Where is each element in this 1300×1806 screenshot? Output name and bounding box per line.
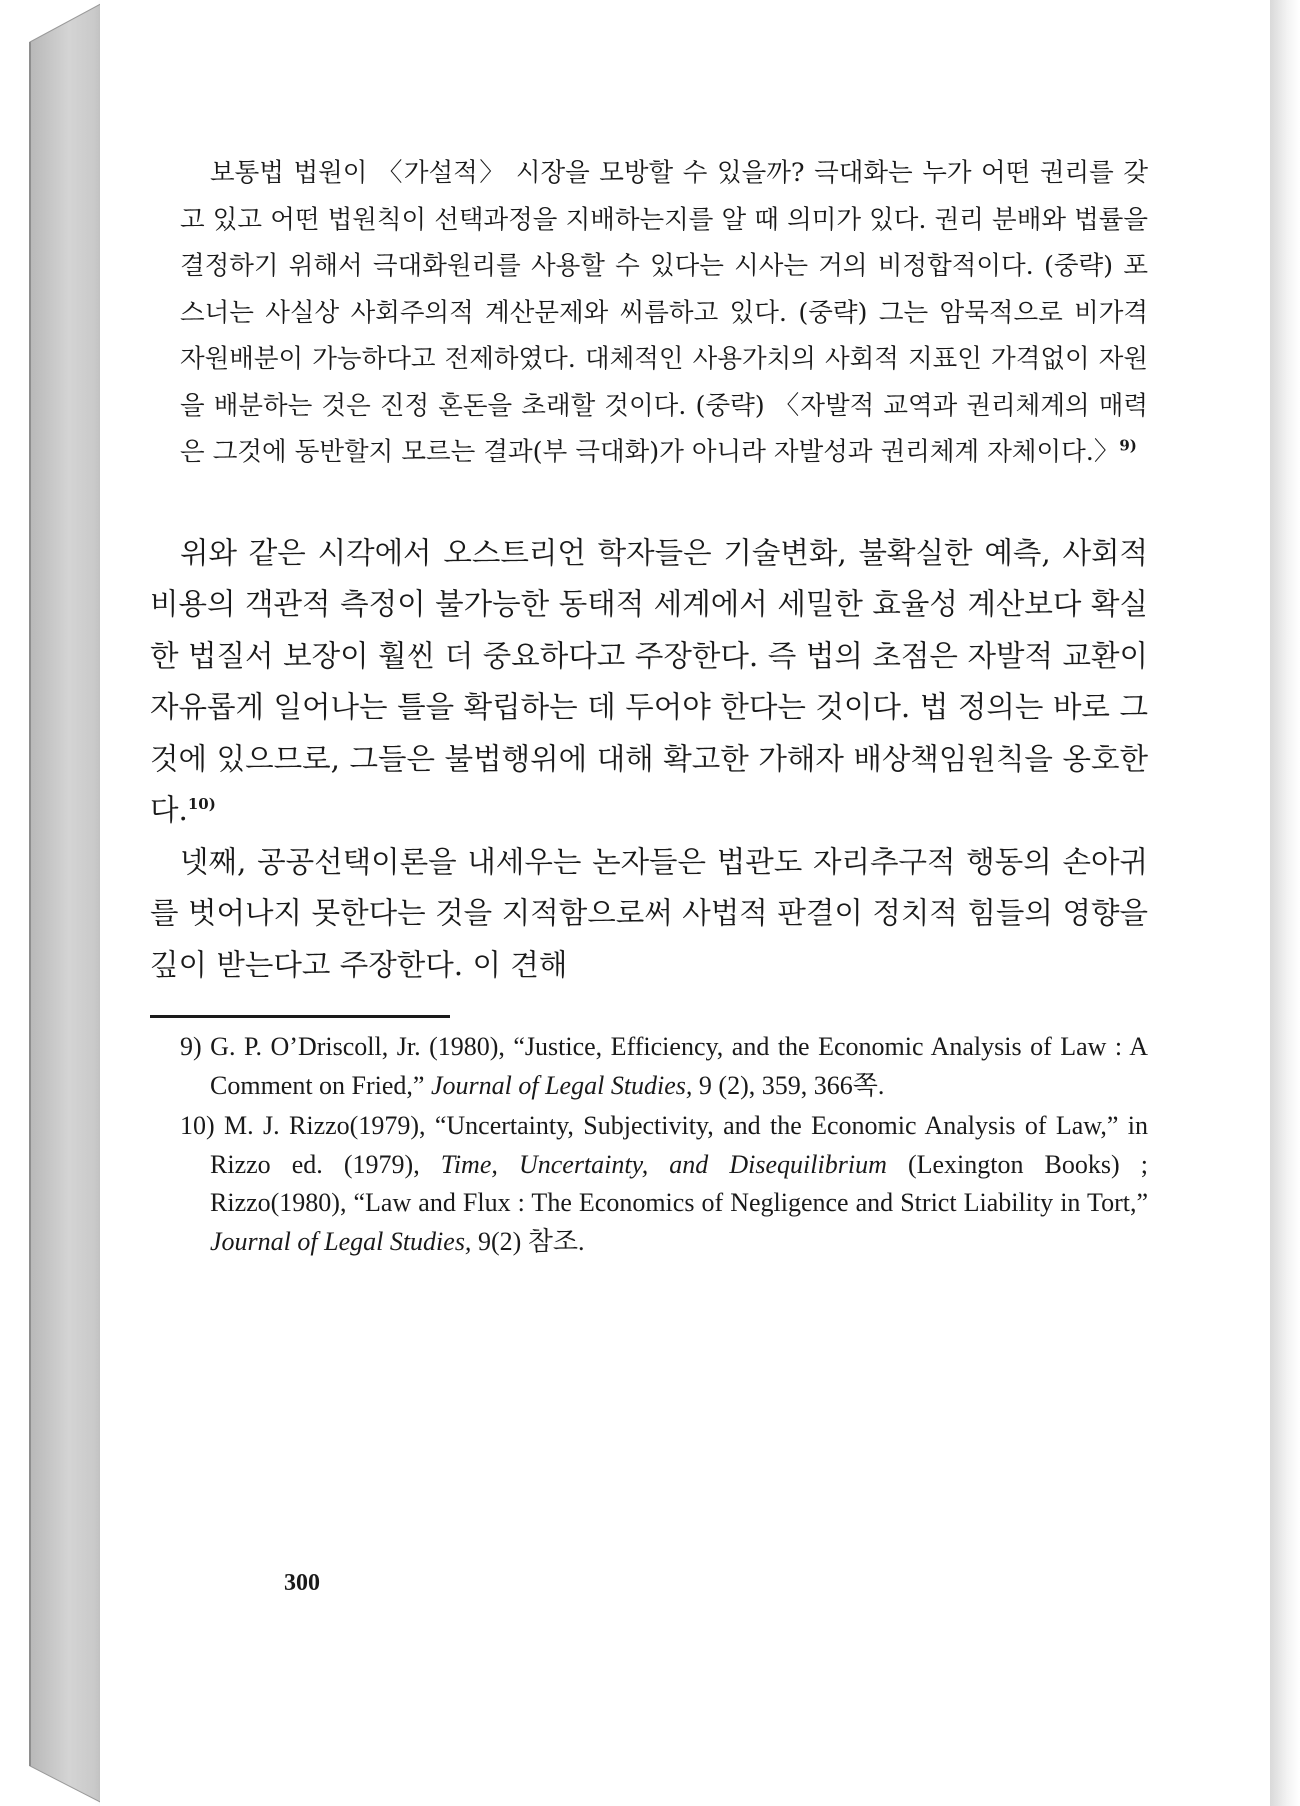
footnote-9: [180, 1028, 1148, 1105]
footnote-number: 10): [180, 1111, 215, 1140]
paragraph-text: 넷째, 공공선택이론을 내세우는 논자들은 법관도 자리추구적 행동의 손아귀를 벗어나지 못한다는 것을 지적함으로써 사법적 판결이 정치적 힘들의 영향을 깊이 받는다고 주장한다. 이 견해: [150, 844, 1148, 982]
book-title: Time, Uncertainty, and Disequilibrium: [440, 1149, 887, 1179]
footnote-text: 9(2) 참조.: [471, 1226, 585, 1256]
journal-title: Journal of Legal Studies,: [210, 1226, 472, 1256]
journal-title: Journal of Legal Studies,: [430, 1070, 693, 1100]
footnotes: [150, 1028, 1148, 1261]
footnote-text: 9 (2), 359, 366쪽.: [692, 1070, 885, 1100]
block-quote-text: 보통법 법원이 〈가설적〉 시장을 모방할 수 있을까? 극대화는 누가 어떤 권리를 갖고 있고 어떤 법원칙이 선택과정을 지배하는지를 알 때 의미가 있다. 권리 분배와 법률을 결정하기 위해서 극대화원리를 사용할 수 있다는 시사는 거의 비정합적이다. (중략) 포스너는 사실상 사회주의적 계산문제와 씨름하고 있다. (중략) 그는 암묵적으로 비가격 자원배분이 가능하다고 전제하였다. 대체적인 사용가치의 사회적 지표인 가격없이 자원을 배분하는 것은 진정 혼돈을 초래할 것이다. (중략) 〈자발적 교역과 권리체계의 매력은 그것에 동반할지 모르는 결과(부 극대화)가 아니라 자발성과 권리체계 자체이다.〉: [180, 158, 1148, 467]
footnote-text: G. P. O’Driscoll, Jr. (1980), “Justice, Efficiency, and the Economic Analysis of Law : A Comment on Fried,”: [210, 1032, 1148, 1100]
block-quote: [150, 150, 1148, 476]
footnote-separator: [150, 1015, 450, 1018]
footnote-text: (Lexington Books) ; Rizzo(1980), “Law and Flux : The Economics of Negligence and Strict Liability in Tort,”: [210, 1149, 1148, 1217]
footnote-ref-9: 9): [1119, 436, 1137, 455]
paragraph: [150, 528, 1148, 837]
paragraph-text: 위와 같은 시각에서 오스트리언 학자들은 기술변화, 불확실한 예측, 사회적 비용의 객관적 측정이 불가능한 동태적 세계에서 세밀한 효율성 계산보다 확실한 법질서 보장이 훨씬 더 중요하다고 주장한다. 즉 법의 초점은 자발적 교환이 자유롭게 일어나는 틀을 확립하는 데 두어야 한다는 것이다. 법 정의는 바로 그것에 있으므로, 그들은 불법행위에 대해 확고한 가해자 배상책임원칙을 옹호한다.: [150, 535, 1148, 827]
page-number: 300: [284, 1570, 320, 1596]
footnote-text: M. J. Rizzo(1979), “Uncertainty, Subjectivity, and the Economic Analysis of Law,” in Rizzo ed. (1979),: [210, 1111, 1148, 1179]
footnote-number: 9): [180, 1032, 202, 1061]
footnote-10: [180, 1107, 1148, 1261]
paragraph: [150, 837, 1148, 992]
body-text: [150, 528, 1148, 992]
page-content: [150, 150, 1148, 1263]
footnote-ref-10: 10): [187, 795, 216, 814]
page-edge-shadow: [1270, 0, 1300, 1806]
